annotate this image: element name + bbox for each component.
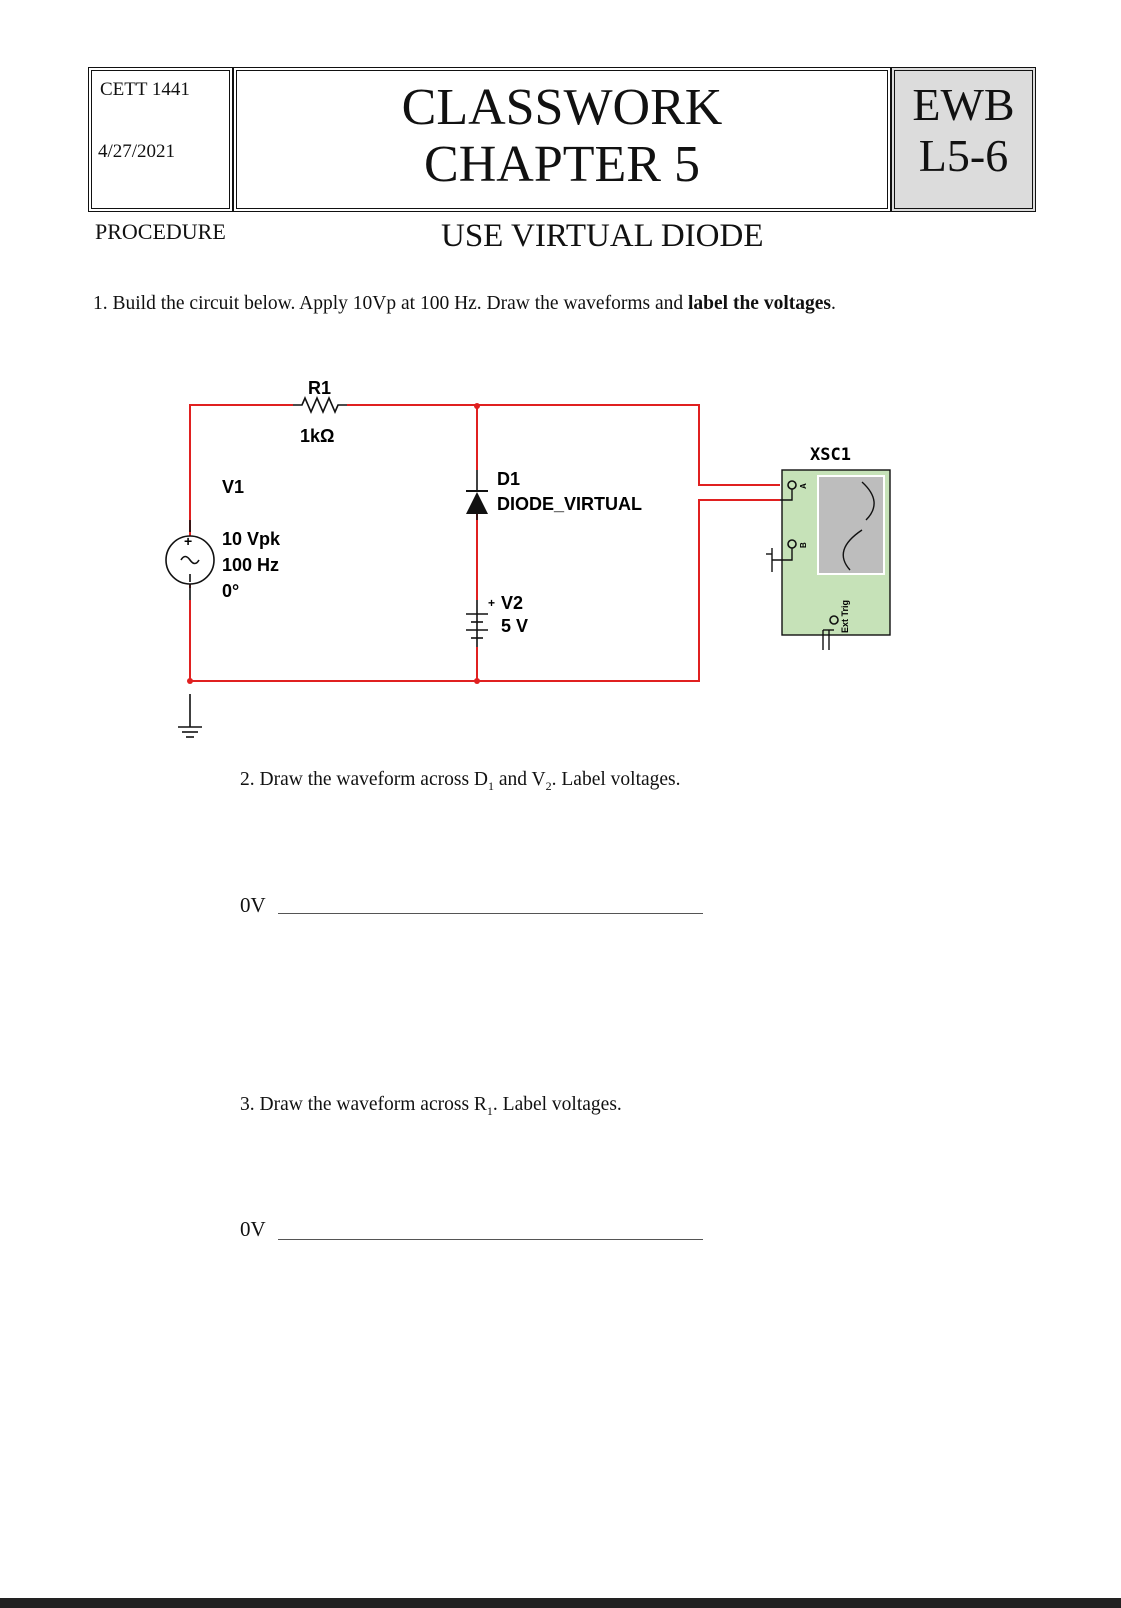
step-3-instruction <box>240 1094 622 1119</box>
subtitle: USE VIRTUAL DIODE <box>441 218 764 254</box>
d1-model: DIODE_VIRTUAL <box>497 494 643 514</box>
v2-value: 5 V <box>501 616 529 636</box>
scope-trigger: Ext Trig <box>840 599 850 633</box>
step-2-sub2: 2 <box>545 778 552 793</box>
step-1-bold: label the voltages <box>687 293 831 314</box>
resistor-r1 <box>293 378 347 446</box>
code-line-1: EWB <box>912 79 1015 130</box>
zero-volt-label-2: 0V <box>240 1217 266 1241</box>
step-3-suffix: . Label voltages. <box>492 1094 622 1115</box>
waveform-axis-line-1 <box>278 913 703 914</box>
scope-name: XSC1 <box>810 445 851 465</box>
step-2-mid: and V <box>494 769 546 790</box>
step-1-text: 1. Build the circuit below. Apply 10Vp at 100 Hz. Draw the waveforms and <box>93 293 688 314</box>
v2-name: V2 <box>501 593 524 613</box>
title-line-1: CLASSWORK <box>401 79 723 136</box>
title-line-2: CHAPTER 5 <box>424 136 700 193</box>
scope-channel-a: A <box>799 483 808 489</box>
d1-name: D1 <box>497 469 521 489</box>
v1-frequency: 100 Hz <box>222 555 280 575</box>
course-code: CETT 1441 <box>100 79 190 100</box>
bottom-bar <box>0 1598 1121 1608</box>
step-3-sub1: 1 <box>486 1103 493 1118</box>
code-line-2: L5-6 <box>918 130 1009 181</box>
svg-text:+: + <box>184 533 193 549</box>
v1-amplitude: 10 Vpk <box>222 529 281 549</box>
oscilloscope-xsc1 <box>766 445 890 650</box>
r1-name: R1 <box>308 378 332 398</box>
step-1-end: . <box>830 293 836 314</box>
date: 4/27/2021 <box>98 141 176 162</box>
step-2-instruction <box>240 769 681 794</box>
zero-volt-label-1: 0V <box>240 893 266 917</box>
battery-v2 <box>466 600 488 647</box>
procedure-label: PROCEDURE <box>95 219 226 244</box>
step-2-sub1: 1 <box>488 778 494 793</box>
v1-name: V1 <box>222 477 245 497</box>
step-2-suffix: . Label voltages. <box>551 769 681 790</box>
ground-icon <box>178 694 202 737</box>
step-2-prefix: 2. Draw the waveform across D <box>240 769 488 790</box>
svg-text:+: + <box>488 596 496 610</box>
scope-channel-b: B <box>799 542 808 548</box>
ac-source-v1 <box>166 477 281 601</box>
v1-phase: 0° <box>222 581 240 601</box>
waveform-axis-line-2 <box>278 1239 703 1240</box>
r1-value: 1kΩ <box>300 426 335 446</box>
circuit-schematic <box>0 0 1121 760</box>
step-3-prefix: 3. Draw the waveform across R <box>240 1094 487 1115</box>
diode-d1 <box>466 469 642 520</box>
